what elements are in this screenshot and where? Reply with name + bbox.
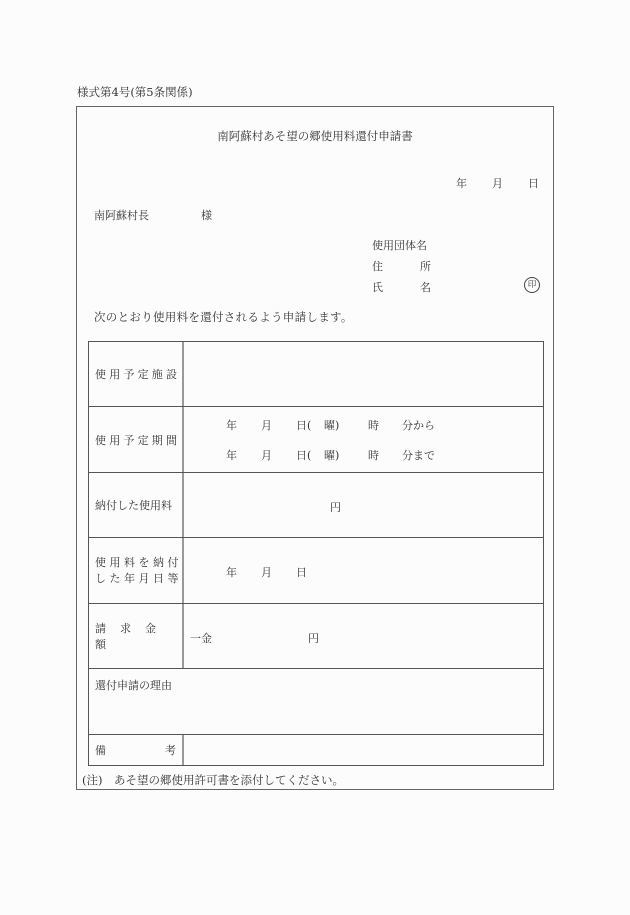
row-paid-date xyxy=(89,538,543,604)
paid-date-day: 日 xyxy=(296,566,307,579)
paid-date-label-line2: した年月日等 xyxy=(95,571,182,585)
remarks-label xyxy=(89,735,184,765)
row-facility xyxy=(89,342,543,407)
from-minute: 分から xyxy=(402,419,435,432)
remarks-label-2: 考 xyxy=(165,744,176,757)
to-day: 日( xyxy=(296,449,312,462)
to-hour: 時 xyxy=(368,449,379,462)
paid-date-field[interactable] xyxy=(184,538,543,603)
claim-amount-field[interactable] xyxy=(184,604,543,668)
paid-fee-label: 納付した使用料 xyxy=(89,473,184,537)
facility-field[interactable] xyxy=(184,342,543,406)
date-year-label: 年 xyxy=(456,177,467,190)
to-month: 月 xyxy=(261,449,272,462)
date-day-label: 日 xyxy=(528,177,539,190)
remarks-label-1: 備 xyxy=(95,744,106,757)
application-table xyxy=(88,341,544,766)
from-weekday: 曜) xyxy=(324,419,340,432)
period-label: 使用予定期間 xyxy=(89,407,184,472)
reason-label: 還付申請の理由 xyxy=(95,679,172,692)
reason-field[interactable] xyxy=(89,693,543,734)
from-hour: 時 xyxy=(368,419,379,432)
claim-amount-prefix: 一金 xyxy=(190,632,212,645)
addressee-name: 南阿蘇村長 xyxy=(94,209,149,222)
row-period xyxy=(89,407,543,473)
date-month-label: 月 xyxy=(492,177,503,190)
name-label-2: 名 xyxy=(420,281,431,294)
paid-fee-unit: 円 xyxy=(330,501,341,514)
form-reference: 様式第4号(第5条関係) xyxy=(77,85,193,99)
claim-amount-label: 請求金額 xyxy=(89,604,184,668)
to-minute: 分まで xyxy=(402,449,435,462)
address-label-1: 住 xyxy=(372,260,383,273)
paid-date-month: 月 xyxy=(261,566,272,579)
organization-label: 使用団体名 xyxy=(372,239,427,252)
paid-fee-field[interactable] xyxy=(184,473,543,537)
intro-text: 次のとおり使用料を還付されるよう申請します。 xyxy=(94,310,353,324)
from-year: 年 xyxy=(226,419,237,432)
paid-date-label xyxy=(89,538,184,603)
name-label-1: 氏 xyxy=(372,281,383,294)
to-year: 年 xyxy=(226,449,237,462)
document-title: 南阿蘇村あそ望の郷使用料還付申請書 xyxy=(217,129,413,143)
row-reason xyxy=(89,669,543,735)
footnote: (注) あそ望の郷使用許可書を添付してください。 xyxy=(82,773,344,787)
row-paid-fee xyxy=(89,473,543,538)
row-claim-amount xyxy=(89,604,543,669)
row-remarks xyxy=(89,735,543,765)
period-field[interactable] xyxy=(184,407,543,472)
addressee-honorific: 様 xyxy=(201,209,212,222)
from-month: 月 xyxy=(261,419,272,432)
paid-date-label-line1: 使用料を納付 xyxy=(95,555,182,569)
facility-label: 使用予定施設 xyxy=(89,342,184,406)
claim-amount-unit: 円 xyxy=(308,632,319,645)
paid-date-year: 年 xyxy=(226,566,237,579)
to-weekday: 曜) xyxy=(324,449,340,462)
seal-mark-icon: 印 xyxy=(524,277,540,293)
address-label-2: 所 xyxy=(420,260,431,273)
from-day: 日( xyxy=(296,419,312,432)
remarks-field[interactable] xyxy=(184,735,543,765)
